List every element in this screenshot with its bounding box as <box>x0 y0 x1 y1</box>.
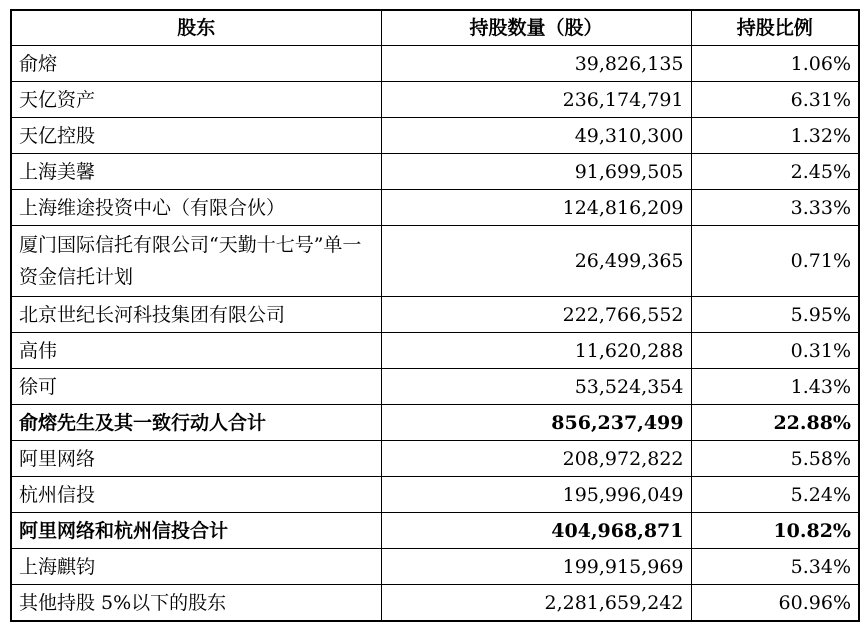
ratio-cell: 22.88% <box>691 405 859 441</box>
table-row <box>11 46 859 82</box>
ratio-cell: 3.33% <box>691 190 859 226</box>
table-row <box>11 297 859 333</box>
table-row <box>11 477 859 513</box>
ratio-cell: 5.58% <box>691 441 859 477</box>
ratio-cell: 1.06% <box>691 46 859 82</box>
shares-cell: 2,281,659,242 <box>381 585 691 622</box>
ratio-cell: 5.24% <box>691 477 859 513</box>
ratio-cell: 6.31% <box>691 82 859 118</box>
ratio-cell: 10.82% <box>691 513 859 549</box>
shares-cell: 26,499,365 <box>381 226 691 297</box>
table-row <box>11 585 859 622</box>
table-row <box>11 82 859 118</box>
ratio-cell: 5.95% <box>691 297 859 333</box>
table-row <box>11 549 859 585</box>
ratio-cell: 1.32% <box>691 118 859 154</box>
shareholder-name-cell: 上海美馨 <box>11 154 381 190</box>
table-header-row <box>11 10 859 46</box>
shares-cell: 53,524,354 <box>381 369 691 405</box>
shares-cell: 222,766,552 <box>381 297 691 333</box>
shares-cell: 236,174,791 <box>381 82 691 118</box>
shareholder-name-cell: 俞熔 <box>11 46 381 82</box>
shares-cell: 856,237,499 <box>381 405 691 441</box>
ratio-cell: 5.34% <box>691 549 859 585</box>
table-row <box>11 118 859 154</box>
shares-cell: 195,996,049 <box>381 477 691 513</box>
subtotal-row <box>11 513 859 549</box>
shares-cell: 11,620,288 <box>381 333 691 369</box>
shares-cell: 49,310,300 <box>381 118 691 154</box>
table-row <box>11 333 859 369</box>
shareholder-name-cell: 厦门国际信托有限公司“天勤十七号”单一资金信托计划 <box>11 226 381 297</box>
header-shares: 持股数量（股） <box>381 10 691 46</box>
shares-cell: 124,816,209 <box>381 190 691 226</box>
shares-cell: 39,826,135 <box>381 46 691 82</box>
subtotal-row <box>11 405 859 441</box>
ratio-cell: 0.31% <box>691 333 859 369</box>
header-ratio: 持股比例 <box>691 10 859 46</box>
shareholder-name-cell: 徐可 <box>11 369 381 405</box>
shareholder-name-cell: 北京世纪长河科技集团有限公司 <box>11 297 381 333</box>
shareholder-name-cell: 阿里网络 <box>11 441 381 477</box>
ratio-cell: 1.43% <box>691 369 859 405</box>
table-body <box>11 46 859 622</box>
shares-cell: 208,972,822 <box>381 441 691 477</box>
shareholder-name-cell: 其他持股 5%以下的股东 <box>11 585 381 622</box>
table-row <box>11 190 859 226</box>
shareholder-table <box>10 9 860 622</box>
table-row <box>11 369 859 405</box>
shares-cell: 91,699,505 <box>381 154 691 190</box>
ratio-cell: 2.45% <box>691 154 859 190</box>
shares-cell: 199,915,969 <box>381 549 691 585</box>
table-row <box>11 226 859 297</box>
ratio-cell: 60.96% <box>691 585 859 622</box>
shareholder-name-cell: 上海麒钧 <box>11 549 381 585</box>
table-row <box>11 154 859 190</box>
shareholder-name-cell: 阿里网络和杭州信投合计 <box>11 513 381 549</box>
shareholder-name-cell: 高伟 <box>11 333 381 369</box>
shareholder-name-cell: 俞熔先生及其一致行动人合计 <box>11 405 381 441</box>
table-row <box>11 441 859 477</box>
shareholder-name-cell: 天亿资产 <box>11 82 381 118</box>
shareholder-name-cell: 杭州信投 <box>11 477 381 513</box>
shares-cell: 404,968,871 <box>381 513 691 549</box>
shareholder-name-cell: 天亿控股 <box>11 118 381 154</box>
shareholder-name-cell: 上海维途投资中心（有限合伙） <box>11 190 381 226</box>
ratio-cell: 0.71% <box>691 226 859 297</box>
header-shareholder: 股东 <box>11 10 381 46</box>
